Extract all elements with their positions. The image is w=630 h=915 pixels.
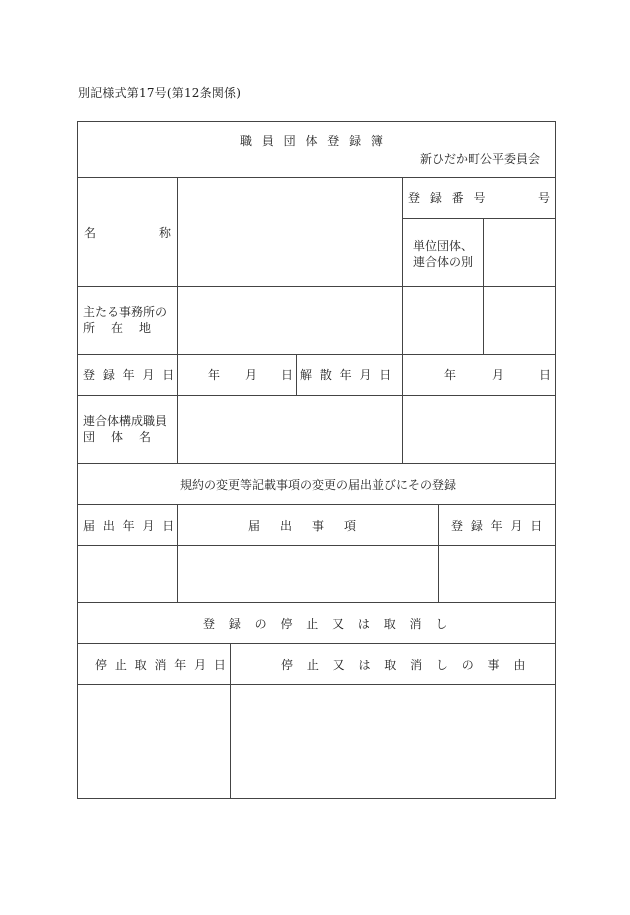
divider xyxy=(77,545,556,546)
office-label-1: 主たる事務所の xyxy=(83,305,168,319)
unit-type-label-1: 単位団体、 xyxy=(413,239,474,253)
dissolve-day-unit: 日 xyxy=(539,368,552,382)
change-registration-date-label: 登 録 年 月 日 xyxy=(451,519,545,533)
divider xyxy=(77,286,556,287)
suspension-section-title: 登 録 の 停 止 又 は 取 消 し xyxy=(203,617,453,631)
member-groups-label-1: 連合体構成職員 xyxy=(83,414,168,428)
name-label-1: 名 xyxy=(84,226,97,240)
reg-month-unit: 月 xyxy=(245,368,258,382)
divider xyxy=(77,177,556,178)
name-label-2: 称 xyxy=(159,226,172,240)
divider xyxy=(402,177,403,395)
changes-section-title: 規約の変更等記載事項の変更の届出並びにその登録 xyxy=(180,478,457,492)
divider xyxy=(483,218,484,354)
divider xyxy=(438,504,439,602)
form-title: 職 員 団 体 登 録 簿 xyxy=(240,134,386,148)
suspension-reason-label: 停 止 又 は 取 消 し の 事 由 xyxy=(281,658,531,672)
divider xyxy=(402,395,403,463)
divider xyxy=(230,643,231,799)
notification-item-label: 届 出 事 項 xyxy=(248,519,361,533)
dissolve-month-unit: 月 xyxy=(492,368,505,382)
divider xyxy=(177,177,178,463)
form-number: 別記様式第17号(第12条関係) xyxy=(78,86,242,100)
divider xyxy=(296,354,297,395)
divider xyxy=(77,684,556,685)
registration-number-label: 登 録 番 号 xyxy=(408,191,489,205)
divider xyxy=(77,395,556,396)
reg-year-unit: 年 xyxy=(208,368,221,382)
divider xyxy=(77,354,556,355)
registration-number-suffix: 号 xyxy=(538,191,551,205)
registration-date-label: 登 録 年 月 日 xyxy=(83,368,177,382)
registry-form xyxy=(77,121,556,799)
suspension-date-label: 停 止 取 消 年 月 日 xyxy=(95,658,228,672)
divider xyxy=(177,504,178,602)
issuer-name: 新ひだか町公平委員会 xyxy=(420,152,541,166)
reg-day-unit: 日 xyxy=(281,368,294,382)
divider xyxy=(77,463,556,464)
dissolution-date-label: 解 散 年 月 日 xyxy=(300,368,394,382)
member-groups-label-2: 団 体 名 xyxy=(83,430,154,444)
divider xyxy=(77,643,556,644)
dissolve-year-unit: 年 xyxy=(444,368,457,382)
notification-date-label: 届 出 年 月 日 xyxy=(83,519,177,533)
unit-type-label-2: 連合体の別 xyxy=(413,255,474,269)
divider xyxy=(77,504,556,505)
divider xyxy=(402,218,556,219)
divider xyxy=(77,602,556,603)
office-label-2: 所 在 地 xyxy=(83,321,154,335)
